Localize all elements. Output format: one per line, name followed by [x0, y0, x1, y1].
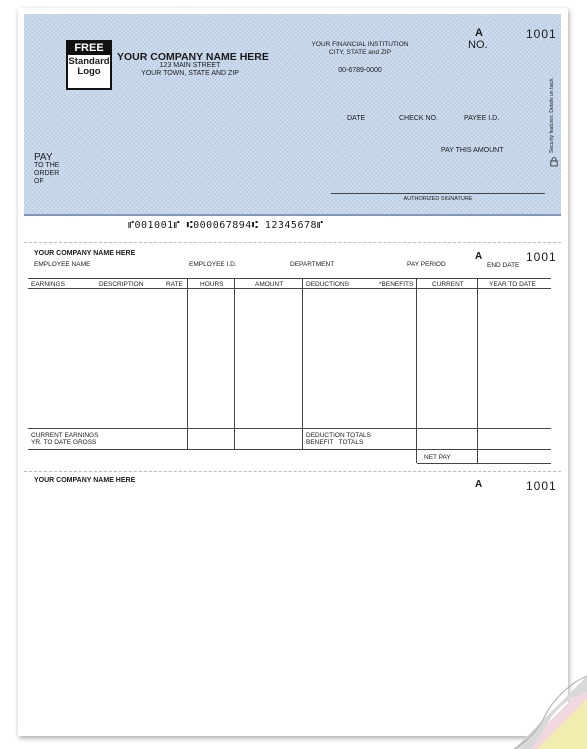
stub1-company-name: YOUR COMPANY NAME HERE	[34, 250, 136, 257]
net-pay-label: NET PAY	[424, 454, 451, 461]
table-bottom-line	[28, 449, 551, 450]
logo-logo-text: Logo	[77, 65, 101, 77]
page-curl-icon	[502, 664, 587, 749]
col-deductions: DEDUCTIONS	[306, 281, 349, 288]
check-no-field-label: CHECK NO.	[399, 115, 438, 122]
col-divider-ytd	[477, 278, 478, 463]
col-divider-amount	[234, 278, 235, 449]
signature-label: AUTHORIZED SIGNATURE	[403, 196, 473, 202]
employee-id-label: EMPLOYEE I.D.	[189, 261, 237, 268]
col-rate: RATE	[166, 281, 183, 288]
end-date-label: END DATE	[487, 262, 520, 269]
current-earnings-label: CURRENT EARNINGS	[31, 432, 99, 439]
lock-icon	[550, 154, 558, 172]
signature-line	[331, 193, 545, 194]
date-label: DATE	[347, 115, 366, 122]
company-logo	[66, 40, 112, 90]
to-the-label: TO THE	[34, 162, 60, 169]
order-label: ORDER	[34, 170, 60, 177]
department-label: DEPARTMENT	[290, 261, 335, 268]
col-year-to-date: YEAR TO DATE	[489, 281, 536, 288]
deduction-totals-label: DEDUCTION TOTALS	[306, 432, 372, 439]
check-address-line2: YOUR TOWN, STATE AND ZIP	[141, 70, 239, 77]
check-company-name: YOUR COMPANY NAME HERE	[117, 51, 269, 63]
col-current: CURRENT	[432, 281, 464, 288]
bank-name: YOUR FINANCIAL INSTITUTION	[311, 41, 409, 48]
payee-id-label: PAYEE I.D.	[464, 115, 500, 122]
pay-label: PAY	[34, 152, 53, 163]
col-divider-current	[416, 278, 417, 463]
col-description: DESCRIPTION	[99, 281, 144, 288]
logo-free-text: FREE	[68, 42, 110, 55]
pay-period-label: PAY PERIOD	[407, 261, 446, 268]
of-label: OF	[34, 178, 44, 185]
pay-this-amount-label: PAY THIS AMOUNT	[441, 147, 504, 154]
col-hours: HOURS	[200, 281, 224, 288]
col-divider-deductions	[302, 278, 303, 449]
perforation-top	[24, 242, 561, 243]
stub2-a-label: A	[475, 479, 483, 490]
col-earnings: EARNINGS	[31, 281, 65, 288]
perforation-bottom	[24, 471, 561, 472]
ytd-gross-label: YR. TO DATE GROSS	[31, 439, 97, 446]
check-address-line1: 123 MAIN STREET	[159, 62, 221, 69]
check-number: 1001	[526, 27, 557, 41]
security-text: Security features. Details on back.	[549, 77, 555, 153]
col-divider-hours	[187, 278, 188, 449]
table-header-line	[28, 288, 551, 289]
logo-standard-text: Standard	[68, 56, 110, 67]
col-benefits: *BENEFITS	[379, 281, 414, 288]
check-a-label: A	[475, 27, 483, 39]
check-no-label: NO.	[468, 39, 488, 51]
net-pay-line	[417, 463, 551, 464]
stub2-company-name: YOUR COMPANY NAME HERE	[34, 477, 136, 484]
micr-line: ⑈001001⑈ ⑆000067894⑆ 12345678⑈	[128, 220, 324, 231]
benefit-totals-label: BENEFIT TOTALS	[306, 439, 364, 446]
employee-name-label: EMPLOYEE NAME	[34, 261, 91, 268]
stub1-check-number: 1001	[526, 250, 557, 264]
stub1-a-label: A	[475, 251, 483, 262]
routing-fraction: 00-6789-0000	[338, 67, 382, 74]
table-totals-line	[28, 428, 551, 429]
bank-city: CITY, STATE and ZIP	[328, 49, 392, 56]
stub2-check-number: 1001	[526, 479, 557, 493]
col-amount: AMOUNT	[255, 281, 284, 288]
table-top-line	[28, 278, 551, 279]
